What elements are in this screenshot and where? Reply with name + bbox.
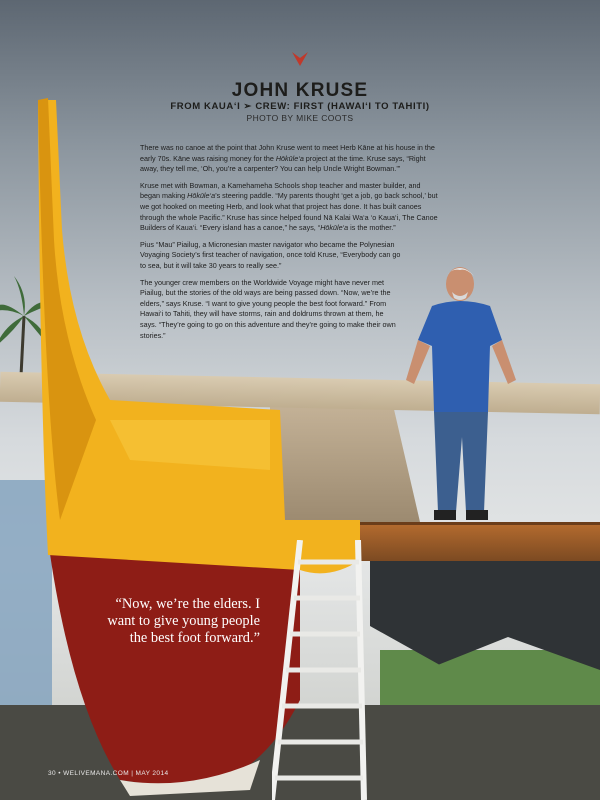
photo-credit: PHOTO BY MIKE COOTS bbox=[246, 113, 354, 123]
paragraph-4: The younger crew members on the Worldwide Voyage might have never met Piailug, but the stories of the old ways are being passed down. “Now, we’re the elders,” says Kruse. “I want to give young people the best foot forward.” From Hawai‘i to Tahiti, they will have storms, rain and doldrums thrown at them, he says. “They’re going to go on this adventure and they’re going to make their own stories.” bbox=[140, 277, 396, 340]
article-title: JOHN KRUSE bbox=[231, 80, 369, 101]
paragraph-2: Kruse met with Bowman, a Kamehameha Schools shop teacher and master builder, and began making Hōkūle‘a’s steering paddle. “My parents thought ‘get a job, go back school,’ but we got hooked on meeting Herb, and look what that project has done. It has built canoes through the whole Pacific.” Kruse has since helped found Nā Kalai Wa‘a ‘o Kaua‘i, The Canoe Builders of Kaua‘i. “Every island has a canoe,” he says, “Hōkūle‘a is the mother.” bbox=[140, 180, 438, 233]
page-folio: 30 • WELIVEMANA.COM | MAY 2014 bbox=[48, 770, 169, 777]
ladder-image bbox=[272, 540, 368, 800]
paragraph-3: Pius “Mau” Piailug, a Micronesian master navigator who became the Polynesian Voyaging Society’s first teacher of navigation, once told Kruse, “Everybody can go to sea, but it will take 30 years to really see.” bbox=[140, 239, 401, 270]
article-subtitle: FROM KAUA‘I ➢ CREW: FIRST (HAWAI‘I TO TAHITI) bbox=[170, 101, 430, 112]
pull-quote: “Now, we’re the elders. I want to give young people the best foot forward.” bbox=[107, 596, 260, 646]
chevron-down-icon bbox=[292, 52, 308, 66]
article-body bbox=[140, 143, 440, 347]
paragraph-1: There was no canoe at the point that John Kruse went to meet Herb Kāne at his house in the early 70s. Kāne was raising money for the Hōkūle‘a project at the time. Kruse says, “Right away, they tell me, ‘Oh, you’re a carpenter? You can help Uncle Wright Bowman.’” bbox=[140, 143, 435, 174]
